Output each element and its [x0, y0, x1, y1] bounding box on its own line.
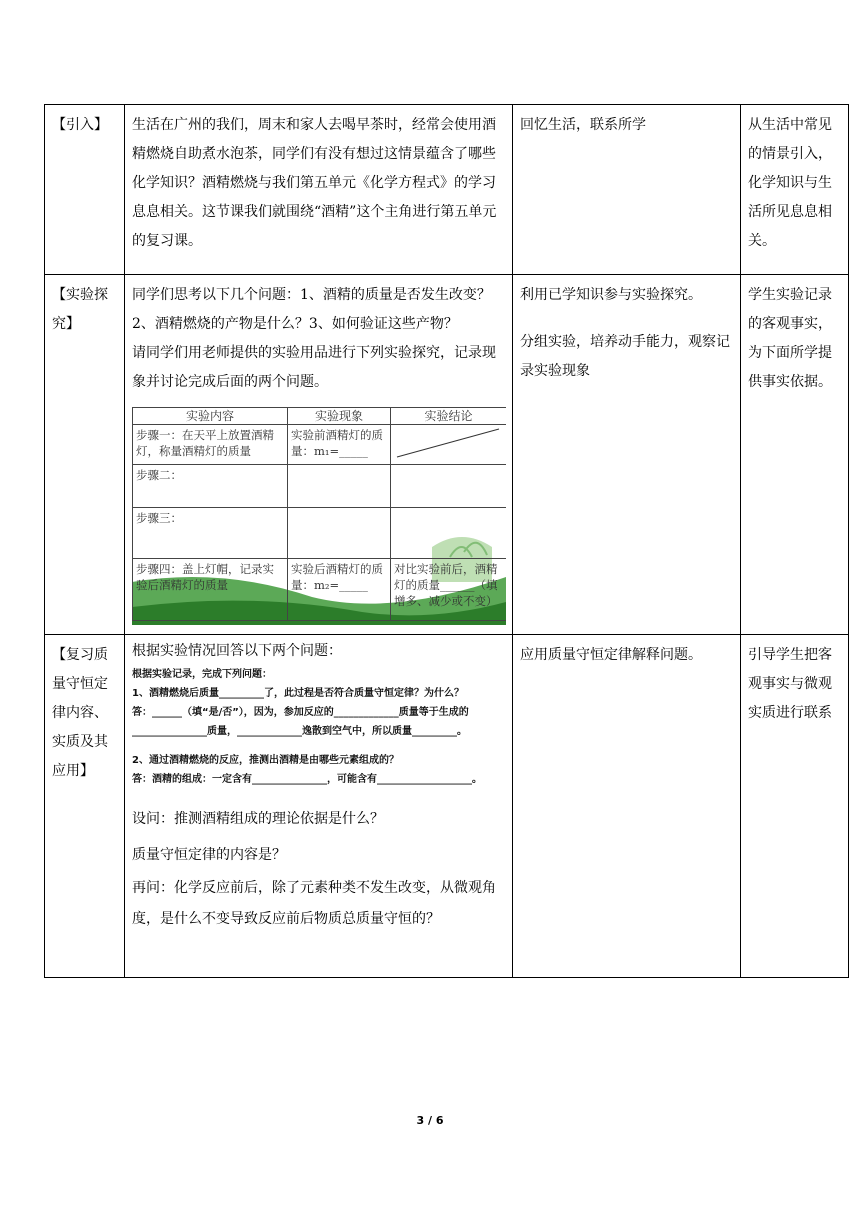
teacher-activity: [125, 275, 513, 635]
worksheet-answer: 答：酒精的组成：一定含有_______________，可能含有___________________。: [132, 774, 482, 785]
table-cell: 步骤三：: [133, 508, 288, 559]
paragraph: 应用质量守恒定律解释问题。: [520, 647, 702, 663]
worksheet-answer: 答：______（填“是/否”），因为，参加反应的_____________质量等于生成的: [132, 707, 469, 718]
stage-label: 【实验探究】: [45, 275, 125, 635]
worksheet-question: 2、通过酒精燃烧的反应，推测出酒精是由哪些元素组成的？: [132, 755, 399, 766]
paragraph: 设问：推测酒精组成的理论依据是什么？: [132, 811, 384, 827]
diagonal-line: [391, 425, 503, 461]
experiment-record-image: [132, 407, 506, 625]
table-cell: 实验前酒精灯的质量：m₁=_____: [288, 425, 391, 465]
table-cell: [391, 425, 507, 465]
header-cell: 实验内容: [133, 408, 288, 425]
paragraph: 生活在广州的我们，周末和家人去喝早茶时，经常会使用酒精燃烧自助煮水泡茶，同学们有没有想过这情景蕴含了哪些化学知识？酒精燃烧与我们第五单元《化学方程式》的学习息息相关。这节课我们就围绕“酒精”这个主角进行第五单元的复习课。: [132, 117, 497, 249]
student-activity: [513, 275, 741, 635]
stage-label: 【复习质量守恒定律内容、实质及其应用】: [45, 635, 125, 978]
table-cell: [288, 465, 391, 508]
table-cell: [288, 508, 391, 559]
teacher-activity: [125, 635, 513, 978]
row-experiment: [45, 275, 849, 635]
worksheet-answer: _______________质量，_____________逸散到空气中，所以质量_________。: [132, 726, 467, 737]
paragraph: 回忆生活，联系所学: [520, 117, 646, 133]
paragraph: 2、酒精燃烧的产物是什么？3、如何验证这些产物？: [132, 316, 458, 332]
table-cell: [391, 465, 507, 508]
design-intent: 引导学生把客观事实与微观实质进行联系: [741, 635, 849, 978]
page-number: 3 / 6: [416, 1114, 444, 1127]
student-activity: [513, 635, 741, 978]
design-intent: 学生实验记录的客观事实，为下面所学提供事实依据。: [741, 275, 849, 635]
row-introduction: [45, 105, 849, 275]
row-review: [45, 635, 849, 978]
table-cell: 步骤一：在天平上放置酒精灯，称量酒精灯的质量: [133, 425, 288, 465]
table-cell: 对比实验前后，酒精灯的质量______（填增多、减少或不变）: [391, 559, 507, 621]
paragraph: 根据实验情况回答以下两个问题：: [132, 643, 342, 659]
paragraph: 同学们思考以下几个问题：1、酒精的质量是否发生改变？: [132, 287, 491, 303]
paragraph: 再问：化学反应前后，除了元素种类不发生改变，从微观角度，是什么不变导致反应前后物质总质量守恒的？: [132, 880, 496, 927]
table-cell: 步骤二：: [133, 465, 288, 508]
header-cell: 实验结论: [391, 408, 507, 425]
header-cell: 实验现象: [288, 408, 391, 425]
student-activity: [513, 105, 741, 275]
table-cell: [391, 508, 507, 559]
worksheet-image: [132, 665, 505, 789]
worksheet-title: 根据实验记录，完成下列问题：: [132, 669, 272, 680]
lesson-plan-table: [44, 104, 849, 978]
design-intent: 从生活中常见的情景引入，化学知识与生活所见息息相关。: [741, 105, 849, 275]
worksheet-question: 1、酒精燃烧后质量_________了，此过程是否符合质量守恒定律？为什么？: [132, 688, 464, 699]
paragraph: 请同学们用老师提供的实验用品进行下列实验探究，记录现象并讨论完成后面的两个问题。: [132, 345, 496, 390]
table-cell: 实验后酒精灯的质量：m₂=_____: [288, 559, 391, 621]
paragraph: 质量守恒定律的内容是？: [132, 847, 286, 863]
stage-label: 【引入】: [45, 105, 125, 275]
paragraph: 分组实验，培养动手能力，观察记录实验现象: [520, 334, 730, 379]
paragraph: 利用已学知识参与实验探究。: [520, 287, 702, 303]
table-cell: 步骤四：盖上灯帽，记录实验后酒精灯的质量: [133, 559, 288, 621]
experiment-table: [132, 407, 506, 621]
teacher-activity: [125, 105, 513, 275]
